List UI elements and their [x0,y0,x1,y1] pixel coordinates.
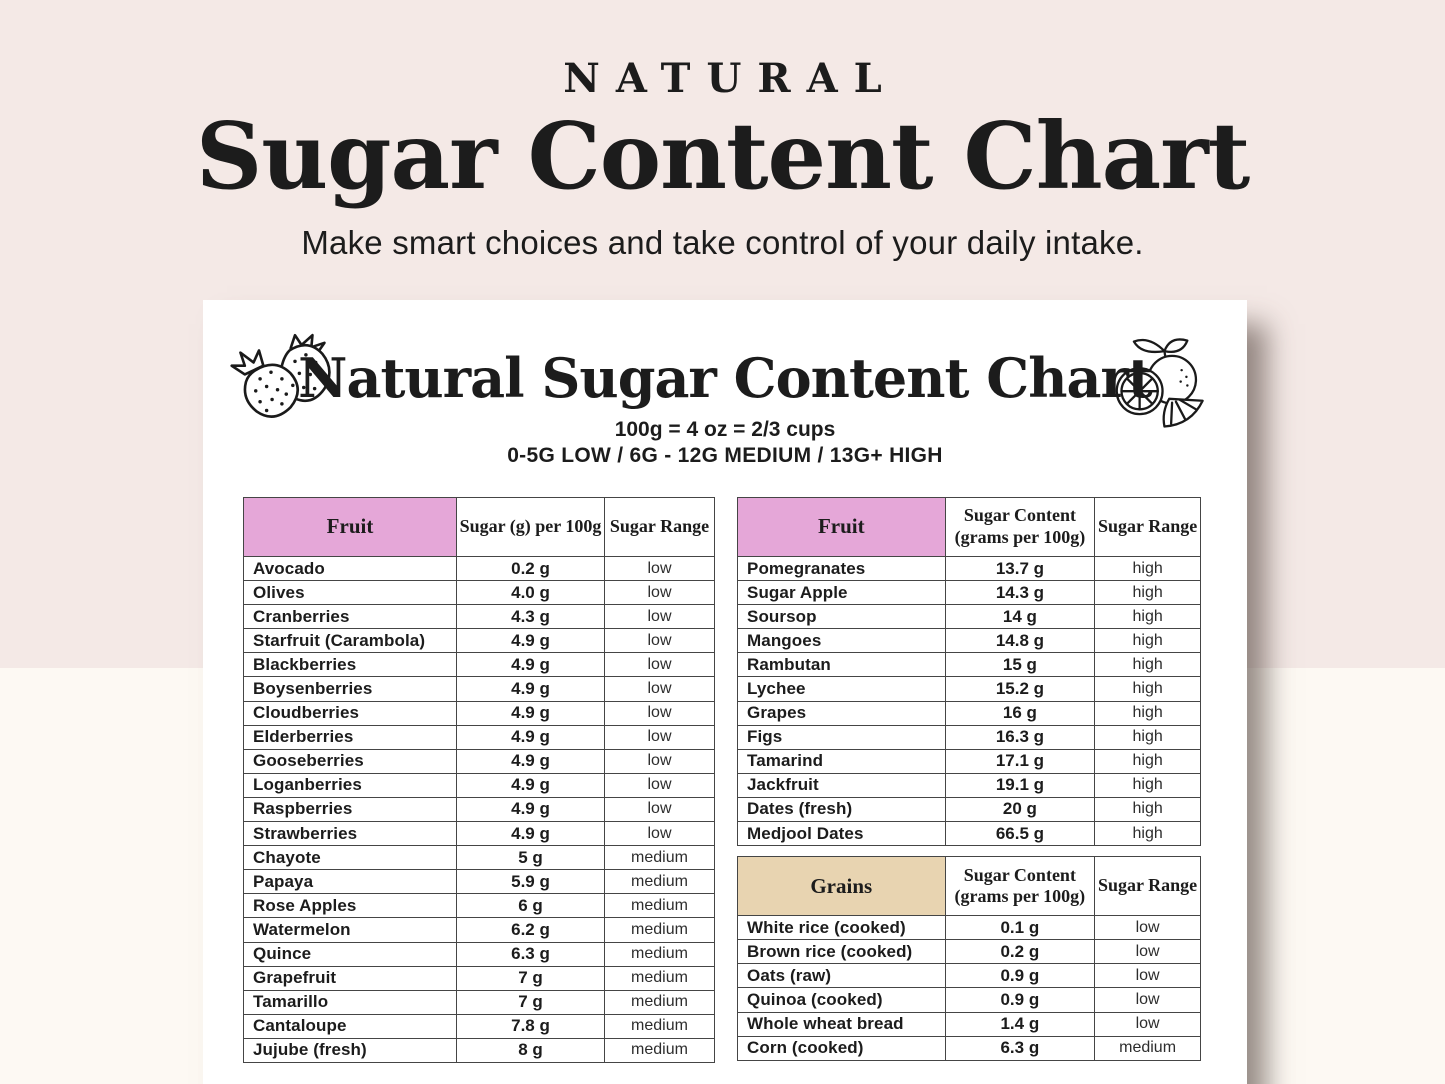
right-column [737,497,1201,1061]
sugar-value-cell: 17.1 g [945,749,1095,773]
sugar-range-cell: low [605,701,715,725]
table-row [738,557,1201,581]
table-row [738,605,1201,629]
sugar-range-cell: high [1095,701,1201,725]
sugar-value-cell: 7 g [457,966,605,990]
food-name-cell: Loganberries [244,773,457,797]
food-name-cell: Quince [244,942,457,966]
sugar-range-cell: medium [605,918,715,942]
table-row [244,557,715,581]
sugar-range-cell: medium [605,894,715,918]
sugar-value-cell: 7 g [457,990,605,1014]
sugar-column-header: Sugar Content (grams per 100g) [945,857,1095,916]
table-spacer [737,846,1201,856]
table-header [738,857,1201,916]
sugar-value-cell: 6.3 g [457,942,605,966]
table-row [244,749,715,773]
sugar-value-cell: 5.9 g [457,870,605,894]
sugar-value-cell: 6.2 g [457,918,605,942]
sugar-range-cell: medium [605,1014,715,1038]
food-name-cell: Elderberries [244,725,457,749]
food-name-cell: Whole wheat bread [738,1012,946,1036]
sugar-range-cell: low [605,629,715,653]
table-row [738,916,1201,940]
page-tagline: Make smart choices and take control of your daily intake. [301,224,1144,261]
sugar-range-cell: low [605,605,715,629]
food-name-cell: Boysenberries [244,677,457,701]
food-name-cell: Dates (fresh) [738,797,946,821]
food-name-cell: Medjool Dates [738,822,946,846]
grains-column-header: Grains [738,857,946,916]
grains-table [737,856,1201,1061]
table-row [244,581,715,605]
table-row [738,629,1201,653]
conversion-note: 100g = 4 oz = 2/3 cups [614,418,836,441]
table-row [738,581,1201,605]
food-name-cell: Jujube (fresh) [244,1038,457,1062]
sugar-column-header: Sugar (g) per 100g [457,498,605,557]
food-name-cell: Avocado [244,557,457,581]
sugar-range-cell: low [1095,988,1201,1012]
sugar-range-cell: high [1095,653,1201,677]
sugar-value-cell: 16 g [945,701,1095,725]
sugar-range-cell: medium [605,966,715,990]
sugar-value-cell: 4.9 g [457,653,605,677]
sugar-range-cell: low [605,773,715,797]
food-name-cell: Soursop [738,605,946,629]
fruit-column-header: Fruit [244,498,457,557]
food-name-cell: Corn (cooked) [738,1036,946,1060]
food-name-cell: Rose Apples [244,894,457,918]
table-row [738,988,1201,1012]
sugar-value-cell: 7.8 g [457,1014,605,1038]
food-name-cell: Olives [244,581,457,605]
sugar-value-cell: 15 g [945,653,1095,677]
sugar-value-cell: 6.3 g [945,1036,1095,1060]
food-name-cell: Papaya [244,870,457,894]
sugar-value-cell: 4.9 g [457,629,605,653]
food-name-cell: Starfruit (Carambola) [244,629,457,653]
sugar-range-cell: low [605,797,715,821]
sugar-range-cell: high [1095,725,1201,749]
sugar-range-cell: high [1095,797,1201,821]
sugar-range-cell: high [1095,749,1201,773]
sugar-range-cell: medium [605,846,715,870]
sugar-range-cell: medium [1095,1036,1201,1060]
food-name-cell: Oats (raw) [738,964,946,988]
sugar-value-cell: 14.3 g [945,581,1095,605]
sugar-range-cell: medium [605,870,715,894]
table-header [244,498,715,557]
table-row [244,797,715,821]
food-name-cell: White rice (cooked) [738,916,946,940]
sugar-value-cell: 19.1 g [945,773,1095,797]
sugar-value-cell: 4.9 g [457,701,605,725]
sugar-value-cell: 0.9 g [945,988,1095,1012]
table-row [244,653,715,677]
food-name-cell: Raspberries [244,797,457,821]
table-row [244,1014,715,1038]
range-column-header: Sugar Range [605,498,715,557]
food-name-cell: Cranberries [244,605,457,629]
chart-card [203,300,1247,1084]
food-name-cell: Tamarillo [244,990,457,1014]
table-row [738,749,1201,773]
table-row [244,629,715,653]
table-row [738,797,1201,821]
table-row [244,1038,715,1062]
sugar-value-cell: 13.7 g [945,557,1095,581]
food-name-cell: Chayote [244,846,457,870]
table-row [244,605,715,629]
table-row [738,1036,1201,1060]
sugar-range-cell: low [1095,1012,1201,1036]
sugar-value-cell: 5 g [457,846,605,870]
sugar-value-cell: 66.5 g [945,822,1095,846]
sugar-range-cell: low [605,557,715,581]
food-name-cell: Lychee [738,677,946,701]
table-row [244,846,715,870]
food-name-cell: Sugar Apple [738,581,946,605]
sugar-value-cell: 4.9 g [457,822,605,846]
sugar-value-cell: 0.2 g [457,557,605,581]
sugar-range-cell: high [1095,581,1201,605]
sugar-range-cell: medium [605,990,715,1014]
food-name-cell: Quinoa (cooked) [738,988,946,1012]
sugar-range-cell: low [1095,964,1201,988]
sugar-value-cell: 8 g [457,1038,605,1062]
food-name-cell: Mangoes [738,629,946,653]
sugar-value-cell: 20 g [945,797,1095,821]
food-name-cell: Gooseberries [244,749,457,773]
sugar-value-cell: 4.9 g [457,749,605,773]
sugar-value-cell: 4.9 g [457,725,605,749]
table-row [244,894,715,918]
food-name-cell: Cloudberries [244,701,457,725]
range-column-header: Sugar Range [1095,857,1201,916]
table-row [738,940,1201,964]
food-name-cell: Jackfruit [738,773,946,797]
sugar-range-cell: low [605,725,715,749]
range-legend: 0-5G LOW / 6G - 12G MEDIUM / 13G+ HIGH [507,444,943,467]
sugar-value-cell: 4.9 g [457,797,605,821]
sugar-value-cell: 6 g [457,894,605,918]
sugar-range-cell: high [1095,822,1201,846]
sugar-range-cell: medium [605,1038,715,1062]
table-row [738,1012,1201,1036]
sugar-range-cell: high [1095,629,1201,653]
food-name-cell: Rambutan [738,653,946,677]
food-name-cell: Grapes [738,701,946,725]
fruit-table-high [737,497,1201,846]
sugar-range-cell: low [605,677,715,701]
sugar-range-cell: low [605,749,715,773]
sugar-value-cell: 16.3 g [945,725,1095,749]
sugar-value-cell: 4.0 g [457,581,605,605]
card-title: Natural Sugar Content Chart [298,346,1152,410]
food-name-cell: Grapefruit [244,966,457,990]
sugar-range-cell: low [1095,940,1201,964]
sugar-value-cell: 14 g [945,605,1095,629]
food-name-cell: Cantaloupe [244,1014,457,1038]
table-row [244,725,715,749]
table-row [738,773,1201,797]
sugar-range-cell: low [605,581,715,605]
table-row [738,822,1201,846]
food-name-cell: Brown rice (cooked) [738,940,946,964]
range-column-header: Sugar Range [1095,498,1201,557]
table-header [738,498,1201,557]
table-row [244,942,715,966]
sugar-value-cell: 0.9 g [945,964,1095,988]
fruit-column-header: Fruit [738,498,946,557]
sugar-range-cell: low [605,653,715,677]
sugar-range-cell: high [1095,773,1201,797]
sugar-range-cell: medium [605,942,715,966]
table-row [244,701,715,725]
sugar-value-cell: 15.2 g [945,677,1095,701]
table-row [244,822,715,846]
table-row [738,701,1201,725]
sugar-range-cell: high [1095,605,1201,629]
sugar-range-cell: high [1095,677,1201,701]
food-name-cell: Watermelon [244,918,457,942]
sugar-value-cell: 14.8 g [945,629,1095,653]
food-name-cell: Figs [738,725,946,749]
sugar-range-cell: high [1095,557,1201,581]
page-header [0,0,1445,262]
page-title: Sugar Content Chart [195,102,1250,210]
food-name-cell: Strawberries [244,822,457,846]
kicker-text: NATURAL [563,55,898,102]
table-row [244,990,715,1014]
table-row [738,725,1201,749]
sugar-value-cell: 1.4 g [945,1012,1095,1036]
table-row [244,677,715,701]
sugar-value-cell: 4.9 g [457,773,605,797]
sugar-value-cell: 4.3 g [457,605,605,629]
sugar-column-header: Sugar Content (grams per 100g) [945,498,1095,557]
table-row [244,966,715,990]
food-name-cell: Blackberries [244,653,457,677]
food-name-cell: Tamarind [738,749,946,773]
sugar-value-cell: 4.9 g [457,677,605,701]
sugar-range-cell: low [605,822,715,846]
table-row [244,918,715,942]
fruit-table-low-medium [243,497,715,1063]
table-row [244,870,715,894]
table-row [738,653,1201,677]
table-row [738,677,1201,701]
table-row [738,964,1201,988]
sugar-value-cell: 0.1 g [945,916,1095,940]
table-row [244,773,715,797]
sugar-value-cell: 0.2 g [945,940,1095,964]
food-name-cell: Pomegranates [738,557,946,581]
sugar-range-cell: low [1095,916,1201,940]
